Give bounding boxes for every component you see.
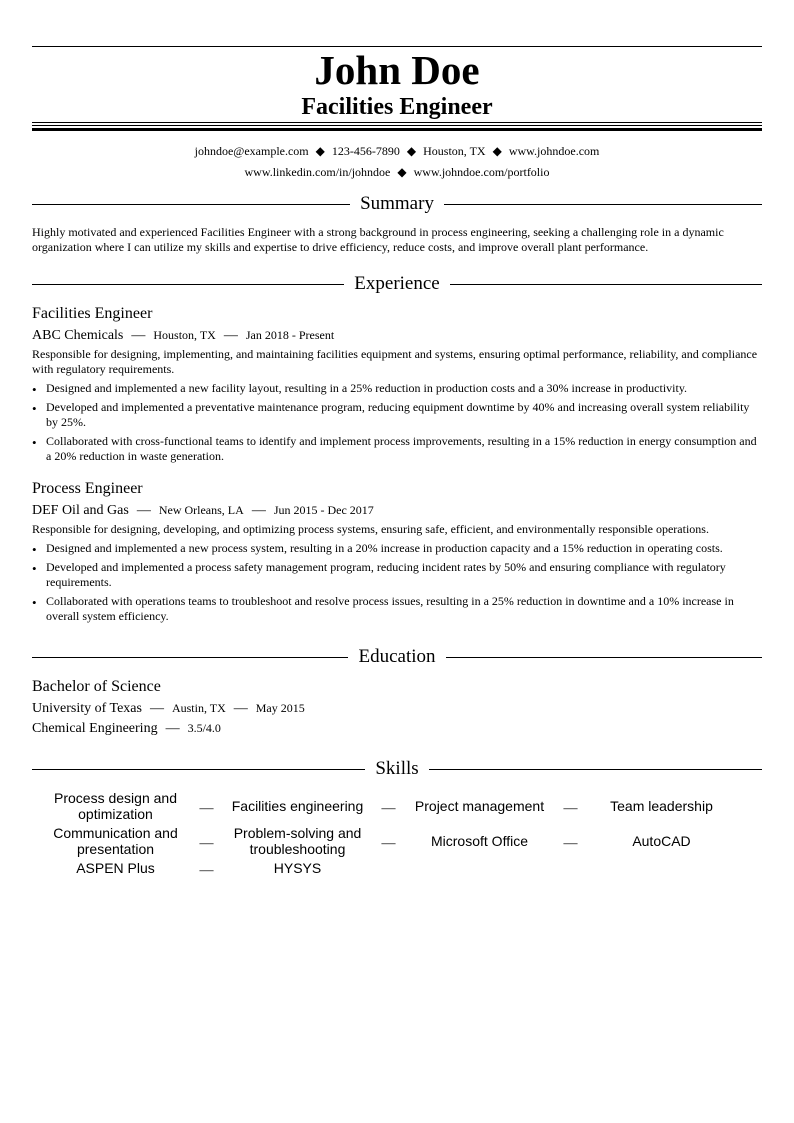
contact-linkedin[interactable]: www.linkedin.com/in/johndoe (244, 165, 391, 179)
summary-heading-text: Summary (360, 193, 434, 214)
job-description: Responsible for designing, implementing, and maintaining facilities equipment and systems, ensuring optimal performance, reliability, and compliance with regulatory requirements. (32, 347, 758, 376)
list-item: • Designed and implemented a new facility layout, resulting in a 25% reduction in production costs and a 30% increase in productivity. (32, 381, 762, 396)
job-meta (32, 501, 374, 520)
diamond-icon: ◆ (492, 144, 502, 158)
dash-separator: — (149, 701, 164, 716)
major: Chemical Engineering (32, 721, 158, 736)
header-rule (32, 122, 762, 131)
job-bullets (32, 381, 762, 468)
graduation-date: May 2015 (255, 701, 305, 715)
contact-email[interactable]: johndoe@example.com (194, 144, 309, 158)
list-item: • Collaborated with operations teams to troubleshoot and resolve process issues, resulting in a 25% reduction in downtime and a 10% increase in overall system efficiency. (32, 594, 762, 624)
dash-separator: — (199, 863, 214, 878)
dash-separator: — (563, 801, 578, 816)
contact-location: Houston, TX (423, 144, 486, 158)
job-company: DEF Oil and Gas (32, 503, 129, 518)
skill-item: Process design and optimization (54, 790, 177, 822)
job-bullets (32, 541, 762, 628)
gpa: 3.5/4.0 (187, 721, 221, 735)
dash-separator: — (199, 801, 214, 816)
skill-item: Problem-solving and troubleshooting (233, 825, 362, 857)
skill-item: AutoCAD (632, 833, 691, 849)
summary-heading (32, 193, 762, 215)
skills-heading-text: Skills (375, 758, 419, 779)
skill-item: Microsoft Office (431, 833, 528, 849)
dash-separator: — (233, 701, 248, 716)
diamond-icon: ◆ (315, 144, 325, 158)
list-item: • Developed and implemented a process safety management program, reducing incident rates by 50% and ensuring compliance with regulatory requirements. (32, 560, 762, 590)
list-item: • Collaborated with cross-functional teams to identify and implement process improvements, resulting in a 15% reduction in energy consumption and a 20% reduction in waste generation. (32, 434, 762, 464)
contact-line-1 (32, 143, 762, 159)
school-location: Austin, TX (171, 701, 226, 715)
list-item: • Designed and implemented a new process system, resulting in a 20% increase in production capacity and a 15% reduction in operating costs. (32, 541, 762, 556)
dash-separator: — (381, 801, 396, 816)
candidate-title: Facilities Engineer (301, 94, 493, 120)
dash-separator: — (251, 503, 266, 518)
contact-line-2 (32, 164, 762, 180)
skills-grid (32, 789, 762, 877)
dash-separator: — (136, 503, 151, 518)
job-dates: Jan 2018 - Present (245, 328, 335, 342)
skills-row (32, 789, 762, 823)
school-name: University of Texas (32, 701, 142, 716)
summary-text: Highly motivated and experienced Facilities Engineer with a strong background in process engineering, seeking a challenging role in a dynamic organization where I can utilize my skills and expertise to drive efficiency, reduce costs, and improve overall plant performance. (32, 225, 724, 254)
education-heading (32, 646, 762, 668)
skill-item: HYSYS (273, 860, 322, 876)
experience-heading-text: Experience (354, 273, 440, 294)
school-meta (32, 699, 305, 718)
dash-separator: — (165, 721, 180, 736)
dash-separator: — (223, 328, 238, 343)
degree: Bachelor of Science (32, 678, 161, 695)
contact-phone: 123-456-7890 (331, 144, 400, 158)
contact-portfolio[interactable]: www.johndoe.com/portfolio (413, 165, 550, 179)
job-location: Houston, TX (153, 328, 216, 342)
skill-item: Project management (414, 798, 545, 814)
diamond-icon: ◆ (406, 144, 417, 158)
dash-separator: — (381, 836, 396, 851)
experience-heading (32, 273, 762, 295)
skill-item: Communication and presentation (53, 825, 178, 857)
skill-item: ASPEN Plus (76, 860, 155, 876)
job-title: Process Engineer (32, 480, 143, 497)
job-dates: Jun 2015 - Dec 2017 (273, 503, 374, 517)
job-description: Responsible for designing, developing, and optimizing process systems, ensuring safe, efficient, and environmentally responsible operations. (32, 522, 709, 536)
skills-heading (32, 758, 762, 780)
dash-separator: — (131, 328, 146, 343)
job-title: Facilities Engineer (32, 305, 153, 322)
contact-website[interactable]: www.johndoe.com (508, 144, 600, 158)
dash-separator: — (199, 836, 214, 851)
skill-item: Team leadership (610, 798, 713, 814)
major-meta (32, 719, 221, 738)
dash-separator: — (563, 836, 578, 851)
skill-item: Facilities engineering (231, 798, 364, 814)
job-company: ABC Chemicals (32, 328, 124, 343)
skills-row (32, 823, 762, 859)
skills-row (32, 859, 762, 877)
job-location: New Orleans, LA (158, 503, 244, 517)
education-heading-text: Education (358, 646, 436, 667)
diamond-icon: ◆ (397, 165, 407, 179)
job-meta (32, 326, 334, 345)
list-item: • Developed and implemented a preventative maintenance program, reducing equipment downtime by 40% and increasing overall system reliability by 25%. (32, 400, 762, 430)
candidate-name: John Doe (314, 47, 480, 93)
